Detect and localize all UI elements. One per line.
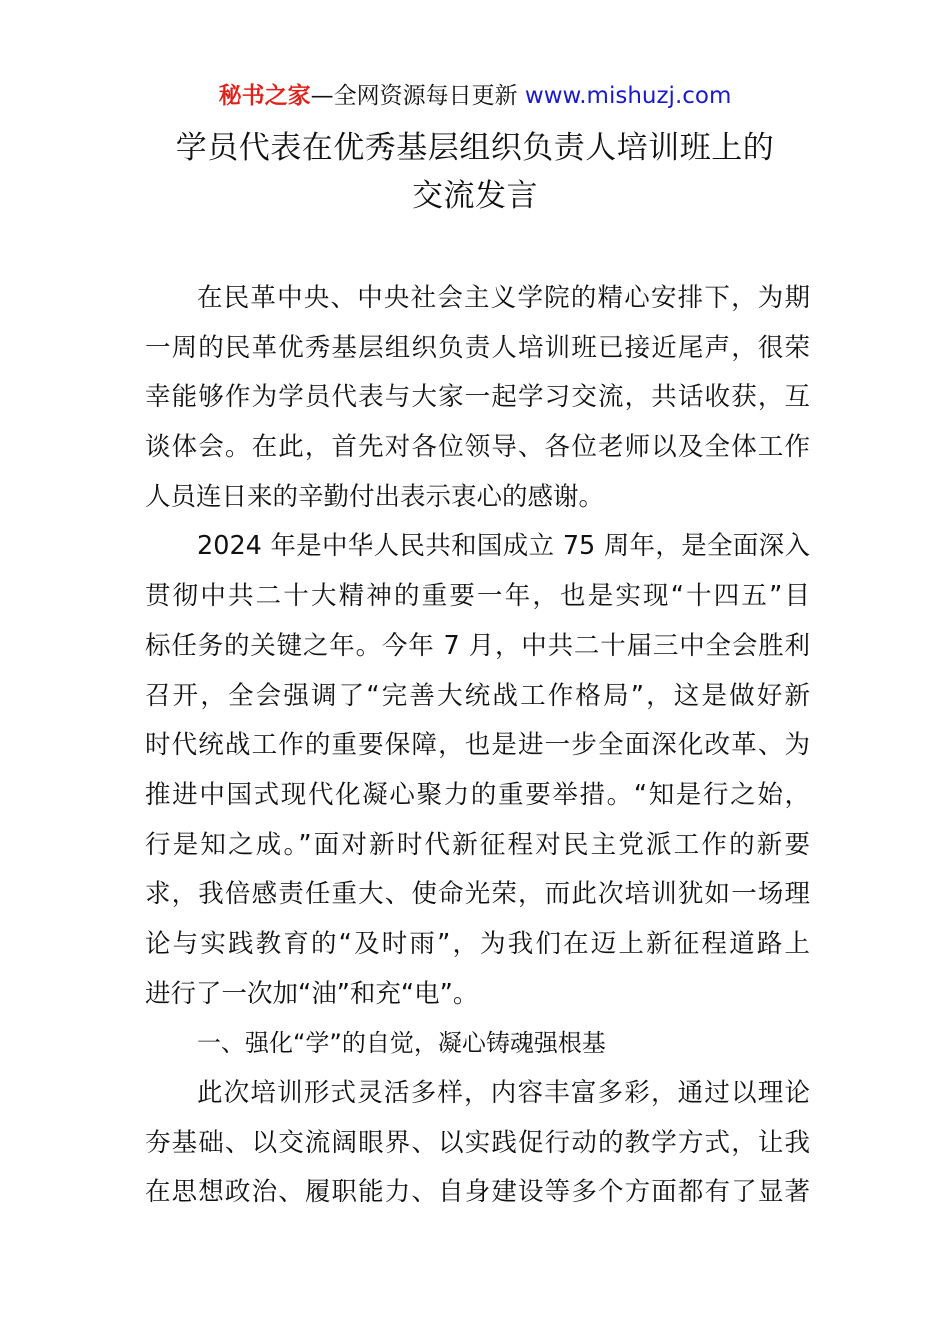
body-line: 夯基础、以交流阔眼界、以实践促行动的教学方式，让我 [145,1127,810,1158]
document-title-line-1: 学员代表在优秀基层组织负责人培训班上的 [175,130,775,166]
body-line: 贯彻中共二十大精神的重要一年，也是实现“十四五”目 [145,581,810,612]
body-line: 谈体会。在此，首先对各位领导、各位老师以及全体工作 [145,432,810,463]
site-header [0,80,950,112]
body-line: 行是知之成。”面对新时代新征程对民主党派工作的新要 [145,829,810,860]
body-line: 此次培训形式灵活多样，内容丰富多彩，通过以理论 [197,1078,810,1108]
body-line: 论与实践教育的“及时雨”，为我们在迈上新征程道路上 [145,928,810,959]
body-line: 幸能够作为学员代表与大家一起学习交流，共话收获，互 [145,382,810,413]
body-line: 人员连日来的辛勤付出表示衷心的感谢。 [145,481,605,512]
document-body [145,274,810,1218]
site-tagline: —全网资源每日更新 [310,83,525,109]
body-line: 在思想政治、履职能力、自身建设等多个方面都有了显著 [145,1177,810,1208]
body-line: 进行了一次加“油”和充“电”。 [145,978,479,1009]
section-heading: 一、强化“学”的自觉，凝心铸魂强根基 [197,1029,606,1058]
body-line: 标任务的关键之年。今年 7 月，中共二十届三中全会胜利 [145,630,810,661]
body-line: 求，我倍感责任重大、使命光荣，而此次培训犹如一场理 [145,879,810,910]
body-line: 2024 年是中华人民共和国成立 75 周年，是全面深入 [197,531,810,562]
document-title-line-2: 交流发言 [412,178,538,214]
site-url-link[interactable]: www.mishuzj.com [524,83,732,109]
body-line: 一周的民革优秀基层组织负责人培训班已接近尾声，很荣 [145,332,810,363]
body-line: 在民革中央、中央社会主义学院的精心安排下，为期 [197,283,810,313]
body-line: 时代统战工作的重要保障，也是进一步全面深化改革、为 [145,730,810,761]
site-brand: 秘书之家 [218,83,311,109]
body-line: 推进中国式现代化凝心聚力的重要举措。“知是行之始， [145,779,810,810]
body-line: 召开，全会强调了“完善大统战工作格局”，这是做好新 [145,680,810,711]
